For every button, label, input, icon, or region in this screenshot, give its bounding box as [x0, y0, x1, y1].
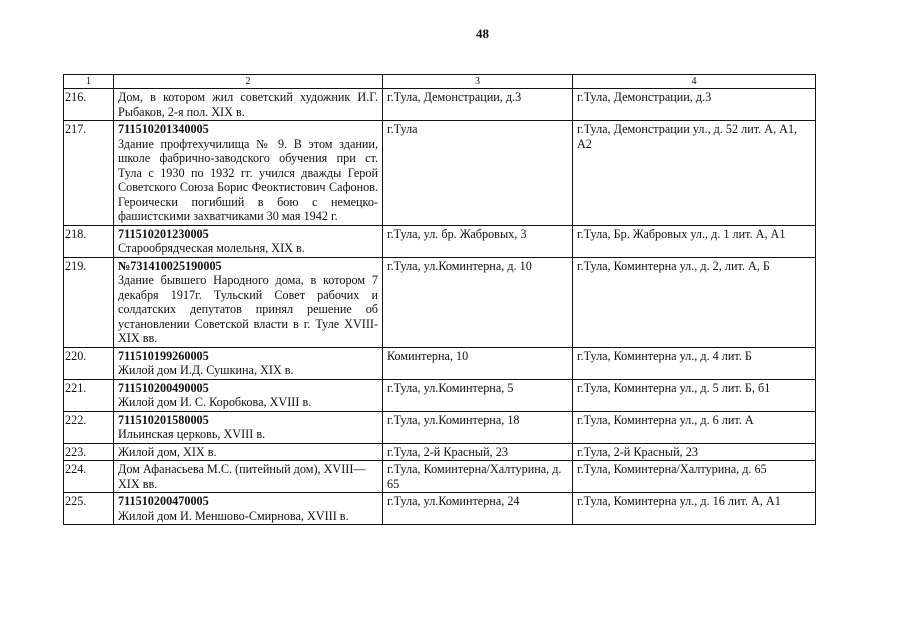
- table-row: [64, 443, 816, 461]
- address-old-cell: г.Тула, ул. бр. Жабровых, 3: [383, 225, 573, 257]
- table-row: [64, 89, 816, 121]
- table-row: [64, 121, 816, 226]
- row-number: 225.: [64, 493, 114, 525]
- column-header-1: 1: [64, 75, 114, 89]
- table-row: [64, 379, 816, 411]
- row-number: 222.: [64, 411, 114, 443]
- object-description: Жилой дом И.Д. Сушкина, XIX в.: [118, 363, 294, 377]
- address-new-cell: г.Тула, 2-й Красный, 23: [573, 443, 816, 461]
- object-description: Здание профтехучилища № 9. В этом здании, школе фабрично-заводского обучения при ст. Тула с 1930 по 1932 гг. учился дважды Герой Советского Союза Борис Феоктистович Сафонов. Героически погибший в бою с немецко-фашистскими захватчиками 30 мая 1942 г.: [118, 136, 378, 223]
- row-number: 221.: [64, 379, 114, 411]
- column-header-2: 2: [114, 75, 383, 89]
- row-number: 223.: [64, 443, 114, 461]
- table-header-row: [64, 75, 816, 89]
- object-name-cell: [114, 257, 383, 347]
- object-name-cell: [114, 121, 383, 226]
- address-old-cell: г.Тула, ул.Коминтерна, 5: [383, 379, 573, 411]
- address-old-cell: г.Тула, Коминтерна/Халтурина, д. 65: [383, 461, 573, 493]
- address-new-cell: г.Тула, Коминтерна ул., д. 2, лит. А, Б: [573, 257, 816, 347]
- object-name-cell: [114, 411, 383, 443]
- address-old-cell: г.Тула, 2-й Красный, 23: [383, 443, 573, 461]
- table-row: [64, 461, 816, 493]
- address-new-cell: г.Тула, Коминтерна ул., д. 6 лит. А: [573, 411, 816, 443]
- object-description: Дом, в котором жил советский художник И.Г. Рыбаков, 2-я пол. XIX в.: [118, 90, 378, 119]
- address-new-cell: г.Тула, Демонстрации ул., д. 52 лит. А, А1, А2: [573, 121, 816, 226]
- address-new-cell: г.Тула, Бр. Жабровых ул., д. 1 лит. А, А1: [573, 225, 816, 257]
- object-name-cell: [114, 89, 383, 121]
- object-description: Жилой дом И. Меншово-Смирнова, XVIII в.: [118, 508, 349, 523]
- object-name-cell: [114, 443, 383, 461]
- object-name-cell: [114, 347, 383, 379]
- registry-code: №731410025190005: [118, 258, 222, 273]
- registry-code: 711510200470005: [118, 494, 209, 508]
- row-number: 217.: [64, 121, 114, 226]
- address-old-cell: г.Тула, ул.Коминтерна, 18: [383, 411, 573, 443]
- object-description: Дом Афанасьева М.С. (питейный дом), XVIII—XIX вв.: [118, 462, 366, 491]
- row-number: 219.: [64, 257, 114, 347]
- object-name-cell: [114, 461, 383, 493]
- row-number: 220.: [64, 347, 114, 379]
- registry-code: 711510201230005: [118, 226, 209, 241]
- object-description: Здание бывшего Народного дома, в котором 7 декабря 1917г. Тульский Совет рабочих и солдатских депутатов принял решение об установлении Советской власти в г. Туле XVIII-XIX вв.: [118, 273, 378, 345]
- object-description: Ильинская церковь, XVIII в.: [118, 427, 266, 441]
- address-new-cell: г.Тула, Демонстрации, д.3: [573, 89, 816, 121]
- address-old-cell: г.Тула: [383, 121, 573, 226]
- registry-code: 711510201580005: [118, 412, 209, 427]
- table-row: [64, 257, 816, 347]
- row-number: 216.: [64, 89, 114, 121]
- column-header-4: 4: [573, 75, 816, 89]
- column-header-3: 3: [383, 75, 573, 89]
- address-new-cell: г.Тула, Коминтерна ул., д. 4 лит. Б: [573, 347, 816, 379]
- heritage-registry-table: [63, 74, 816, 525]
- page-number: 48: [476, 26, 489, 41]
- registry-code: 711510199260005: [118, 348, 209, 363]
- object-description: Жилой дом, XIX в.: [118, 444, 217, 459]
- registry-code: 711510200490005: [118, 380, 209, 395]
- registry-code: 711510201340005: [118, 122, 209, 136]
- address-old-cell: г.Тула, ул.Коминтерна, д. 10: [383, 257, 573, 347]
- address-old-cell: г.Тула, Демонстрации, д.3: [383, 89, 573, 121]
- object-name-cell: [114, 493, 383, 525]
- address-new-cell: г.Тула, Коминтерна ул., д. 5 лит. Б, б1: [573, 379, 816, 411]
- object-description: Жилой дом И. С. Коробкова, XVIII в.: [118, 395, 312, 409]
- object-name-cell: [114, 225, 383, 257]
- table-row: [64, 411, 816, 443]
- address-new-cell: г.Тула, Коминтерна ул., д. 16 лит. А, А1: [573, 493, 816, 525]
- object-description: Старообрядческая молельня, XIX в.: [118, 241, 305, 255]
- address-new-cell: г.Тула, Коминтерна/Халтурина, д. 65: [573, 461, 816, 493]
- address-old-cell: Коминтерна, 10: [383, 347, 573, 379]
- table-row: [64, 347, 816, 379]
- object-name-cell: [114, 379, 383, 411]
- address-old-cell: г.Тула, ул.Коминтерна, 24: [383, 493, 573, 525]
- table-row: [64, 493, 816, 525]
- row-number: 218.: [64, 225, 114, 257]
- row-number: 224.: [64, 461, 114, 493]
- table-row: [64, 225, 816, 257]
